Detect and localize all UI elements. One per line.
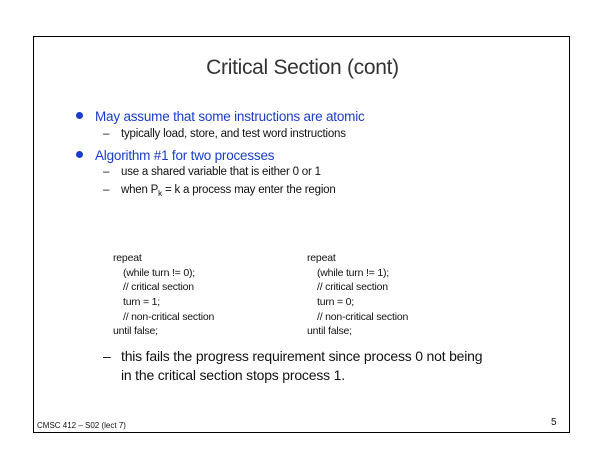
code-line: // non-critical section: [123, 310, 215, 323]
bullet-text: May assume that some instructions are atomic: [95, 109, 365, 124]
code-line: until false;: [113, 325, 158, 338]
progress-note: [103, 347, 483, 385]
code-line: // non-critical section: [317, 310, 409, 323]
bullet-atomic: [76, 109, 365, 124]
bullet-text: Algorithm #1 for two processes: [95, 148, 275, 163]
page-number: 5: [551, 417, 557, 428]
code-line: turn = 1;: [123, 296, 161, 309]
code-line: // critical section: [123, 281, 194, 294]
code-line: // critical section: [317, 281, 388, 294]
dash-icon: –: [103, 166, 110, 178]
note-line-1: this fails the progress requirement since process 0 not being: [121, 348, 483, 364]
code-process-1: [307, 251, 408, 339]
bullet-dot-icon: [76, 151, 83, 158]
code-line: (while turn != 0);: [123, 266, 195, 279]
bullet-algorithm: [76, 148, 274, 163]
dash-icon: –: [103, 348, 111, 364]
sub-bullet-pk: [103, 184, 336, 198]
sub-bullet-load-store: [103, 128, 346, 140]
note-line-2: in the critical section stops process 1.: [121, 367, 345, 383]
sub-bullet-text: typically load, store, and test word instructions: [121, 128, 346, 140]
slide-title: Critical Section (cont): [206, 56, 399, 79]
sub-bullet-shared-variable: [103, 166, 321, 178]
sub-bullet-text: use a shared variable that is either 0 or 1: [121, 166, 321, 178]
code-line: (while turn != 1);: [317, 266, 389, 279]
pk-subscript: k: [158, 189, 162, 198]
dash-icon: –: [103, 128, 110, 140]
slide-footer: CMSC 412 – S02 (lect 7): [37, 421, 126, 430]
bullet-dot-icon: [76, 112, 83, 119]
code-line: repeat: [307, 252, 336, 264]
code-process-0: [113, 251, 214, 339]
dash-icon: –: [103, 184, 110, 196]
code-line: until false;: [307, 325, 352, 338]
code-line: repeat: [113, 252, 142, 264]
pk-after: = k a process may enter the region: [161, 184, 336, 196]
code-line: turn = 0;: [317, 296, 355, 309]
pk-before: when P: [121, 184, 159, 196]
